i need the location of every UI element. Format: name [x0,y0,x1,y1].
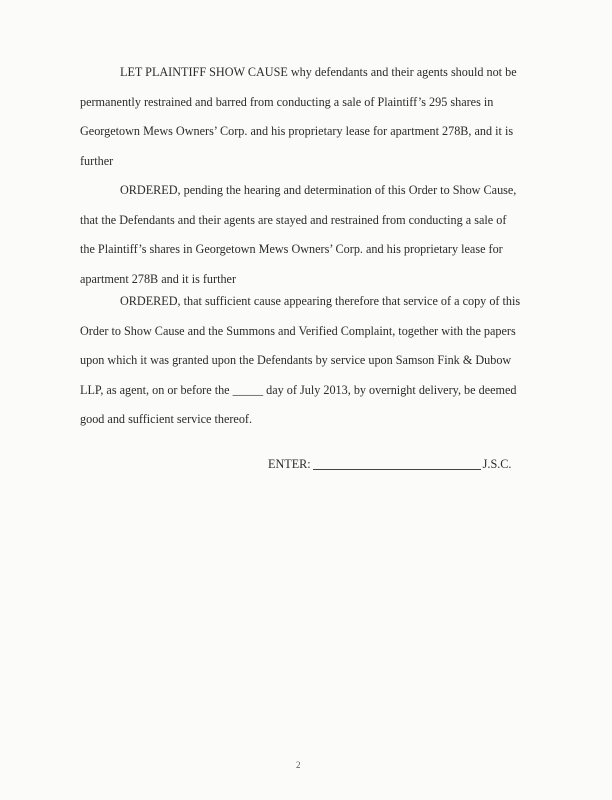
signature-block [268,457,511,472]
paragraph-ordered-service [80,287,540,435]
paragraph-line: ORDERED, pending the hearing and determination of this Order to Show Cause, [120,183,517,197]
paragraph-line: ORDERED, that sufficient cause appearing therefore that service of a copy of this [120,294,521,308]
paragraph-line: LLP, as agent, on or before the _____ day of July 2013, by overnight delivery, be deemed [80,382,517,397]
paragraph-line: upon which it was granted upon the Defendants by service upon Samson Fink & Dubow [80,353,512,367]
paragraph-line: apartment 278B and it is further [80,271,237,286]
paragraph-ordered-stay [80,176,540,294]
paragraph-line: good and sufficient service thereof. [80,412,253,426]
paragraph-line: Georgetown Mews Owners’ Corp. and his proprietary lease for apartment 278B, and it is [80,124,514,138]
paragraph-line: that the Defendants and their agents are stayed and restrained from conducting a sale of [80,212,507,227]
paragraph-line: Order to Show Cause and the Summons and Verified Complaint, together with the papers [80,323,516,338]
page-number: 2 [296,760,301,770]
paragraph-line: the Plaintiff’s shares in Georgetown Mews Owners’ Corp. and his proprietary lease for [80,242,503,256]
paragraph-show-cause [80,58,540,176]
paragraph-line: LET PLAINTIFF SHOW CAUSE why defendants and their agents should not be [120,65,517,79]
signature-line [313,457,481,470]
jsc-label: J.S.C. [482,457,512,471]
paragraph-line: further [80,153,114,168]
paragraph-line: permanently restrained and barred from conducting a sale of Plaintiff’s 295 shares in [80,94,494,109]
enter-label: ENTER: [268,457,311,471]
